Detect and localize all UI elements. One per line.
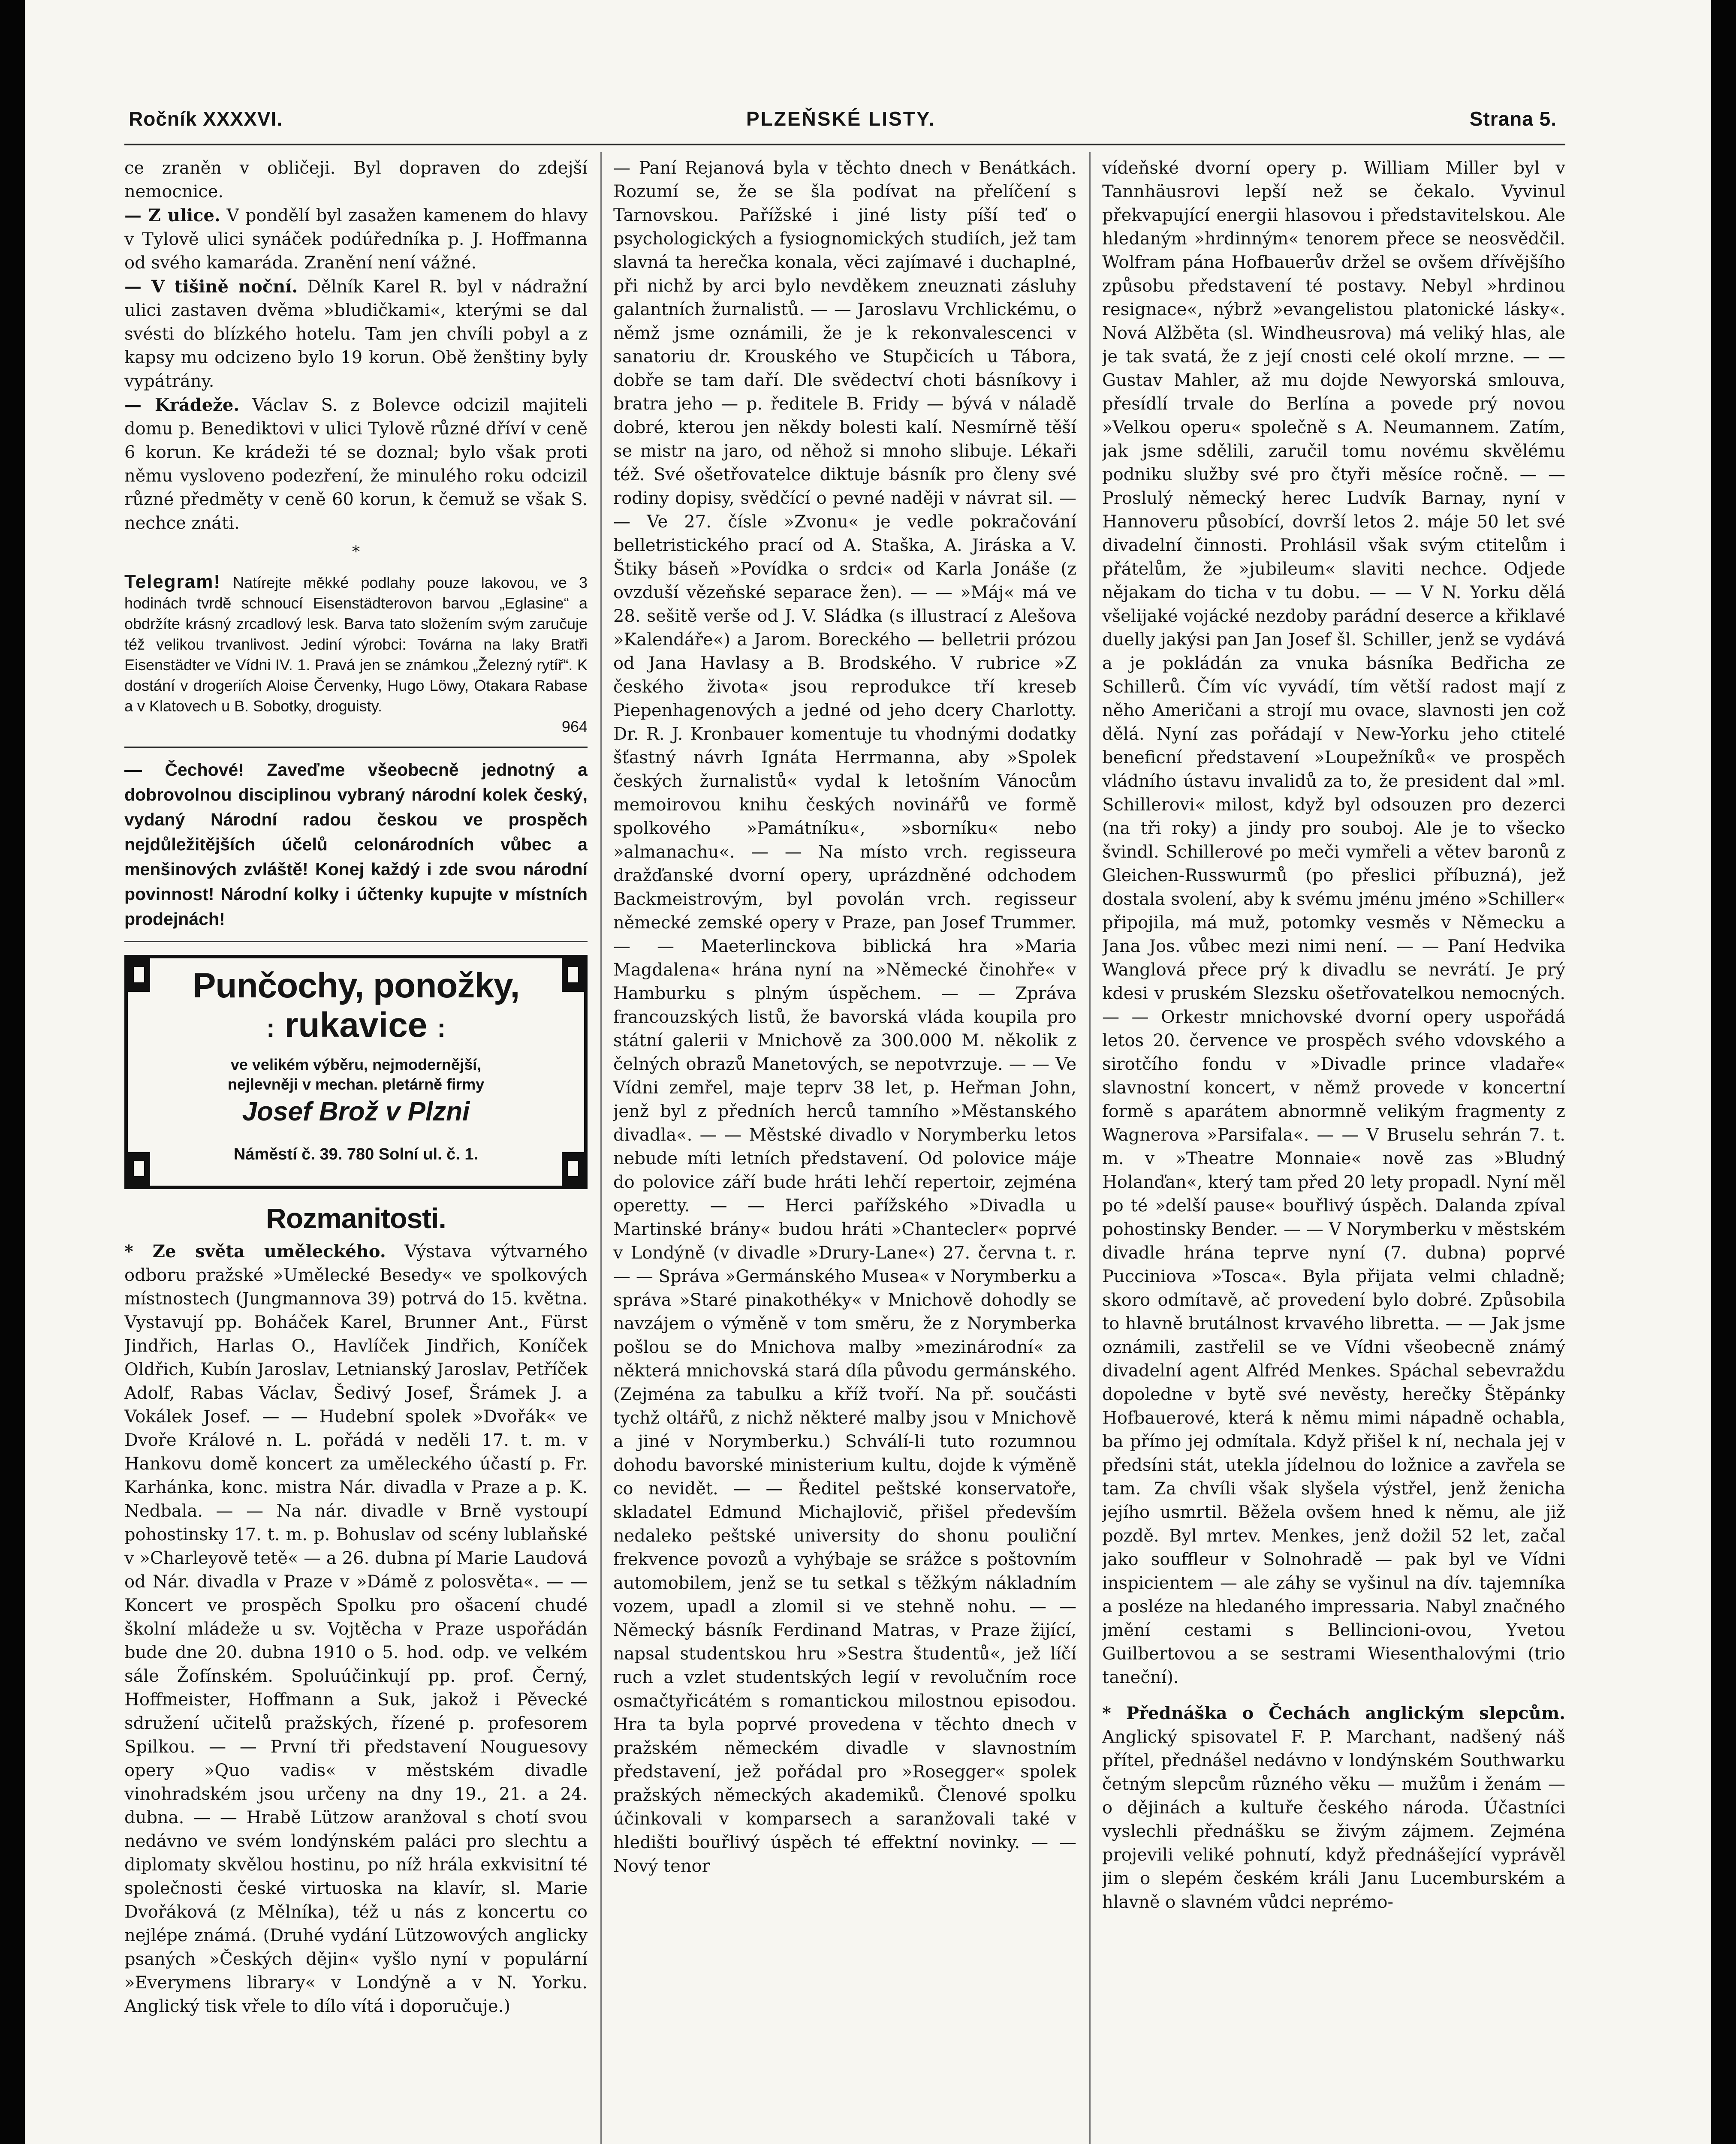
news-item-title: — Krádeže. bbox=[124, 395, 240, 415]
ornament-corner bbox=[562, 1152, 584, 1186]
hosiery-advert bbox=[124, 955, 588, 1189]
advert-colon: : bbox=[437, 1014, 446, 1042]
page-number: Strana 5. bbox=[1469, 108, 1557, 130]
advert-description bbox=[158, 1055, 554, 1094]
ornament-corner bbox=[562, 958, 584, 992]
section-title: Rozmanitosti. bbox=[266, 1202, 446, 1234]
scan-border-right bbox=[1711, 0, 1736, 2144]
page-header bbox=[124, 103, 1565, 137]
column-2-text: — Paní Rejanová byla v těchto dnech v Benátkách. Rozumí se, že se šla podívat na přelíčení s Tarnovskou. Pařížské i jiné listy píší teď o psychologických a fysiognomických studiích, jež tam slavná ta herečka konala, věci zajímavé i duchaplné, při nichž by arci bylo nevděkem zneuznati zásluhy galantních žurnalistů. — — Jaroslavu Vrchlickému, o němž jsme oznámili, že je k rekonvalescenci v sanatoriu dr. Krouského ve Stupčicích u Tábora, dobře se tam daří. Dle svědectví choti básníkovy i bratra jeho — p. ředitele B. Fridy — bývá v náladě dobré, kterou jen někdy bolesti kalí. Nesmírně těší se mistr na jaro, od něhož si mnoho slibuje. Lékaři též. Své ošetřovatelce diktuje básník pro členy své rodiny dopisy, svědčící o pevné naději v návrat sil. — — Ve 27. čísle »Zvonu« je vedle pokračování belletristického prací od A. Staška, A. Jiráska a V. Štiky báseň »Povídka o srdci« od Karla Jonáše (z ovzduší vězeňské separace žen). — — »Máj« má ve 28. sešitě verše od J. V. Sládka (s illustrací z Alešova »Kalendáře«) a Jarom. Boreckého — belletrii prózou od Jana Havlasy a B. Brodského. V rubrice »Z českého života« jsou reprodukce tří kreseb Piepenhagenových a jedné od jeho dcery Charlotty. Dr. R. J. Kronbauer komentuje tu vhodnými dodatky šťastný návrh Ignáta Herrmanna, aby »Spolek českých žurnalistů« vydal k letošním Vánocům memoirovou knihu českých novinářů ve formě spolkového »Památníku«, »sborníku« nebo »almanachu«. — — Na místo vrch. regisseura dražďanské dvorní opery, uprázdněné odchodem Backmeistrovým, byl povolán vrch. regisseur německé zemské opery v Praze, pan Josef Trummer. — — Maeterlinckova biblická hra »Maria Magdalena« hrána nyní na »Německé činohře« v Hamburku s plným úspěchem. — — Zpráva francouzských listů, že bavorská vláda koupila pro státní galerii v Mnichově za 300.000 M. několik z čelných obrazů Manetových, se nepotvrzuje. — — Ve Vídni zemřel, maje teprv 38 let, p. Heřman John, jenž byl z předních herců tamního »Městanského divadla«. — — Městské divadlo v Norymberku letos nebude míti letních představení. Od polovice máje do polovice září bude hráti lehčí repertoir, zejména operetty. — — Herci pařížského »Divadla u Martinské brány« budou hráti »Chantecler« poprvé v Londýně (v divadle »Drury-Lane«) 27. června t. r. — — Správa »Germánského Musea« v Norymberku a správa »Staré pinakothéky« v Mnichově dohodly se navzájem o výměně v tom směru, že z Norymberka pošlou se do Mnichova malby »mezinárodní« za některá mnichovská stará díla původu germánského. (Zejména za tabulku a kříž tvoří. Na př. součásti tychž oltářů, z nichž některé malby jsou v Mnichově a jiné v Norymberku.) Schválí-li tuto rozumnou dohodu bavorské ministerium kultu, dojde k výměně co nevidět. — — Ředitel peštské konservatoře, skladatel Edmund Michajlovič, přišel především nedaleko peštské university do shonu pouliční frekvence povozů a vyhýbaje se srážce s poštovním automobilem, jenž se tu setkal s těžkým nákladním vozem, upadl a zlomil si ve stehně nohu. — — Německý básník Ferdinand Matras, v Praze žijící, napsal studentskou hru »Sestra študentů«, jež líčí ruch a vzlet studentských legií v revolučním roce osmačtyřicátém s romantickou milostnou episodou. Hra ta byla poprvé provedena v těchto dnech v pražském německém divadle v slavnostním představení, jež pořádal pro »Rosegger« spolek pražských německých akademiků. Členové spolku účinkovali v komparsech a saranžovali také v hledišti bouřlivý úspěch té effektní novinky. — — Nový tenor bbox=[613, 158, 1076, 1876]
scan-border-left bbox=[0, 0, 25, 2144]
separator-star: * bbox=[352, 543, 360, 561]
header-rule bbox=[124, 144, 1565, 145]
volume-label: Ročník XXXXVI. bbox=[129, 108, 283, 130]
news-item-text: V pondělí byl zasažen kamenem do hlavy v Tylově ulici synáček podúředníka p. J. Hoffmanna od svého kamaráda. Zranění není vážné. bbox=[124, 206, 588, 273]
telegram-number: 964 bbox=[561, 718, 588, 735]
column-3-text: vídeňské dvorní opery p. William Miller byl v Tannhäusrovi lepší než se čekalo. Vyvinul překvapující energii hlasovou i představitelskou. Ale hledaným »hrdinným« tenorem přece se neosvědčil. Wolfram pána Hofbauerův držel se ovšem dřívějšího způsobu představení té postavy. Nebyl »hrdinou resignace«, nýbrž »evangelistou platonické lásky«. Nová Alžběta (sl. Windheusrova) má veliký hlas, ale je tak svatá, že z její cnosti celé okolí mrzne. — — Gustav Mahler, až mu dojde Newyorská smlouva, přesídlí trvale do Berlína a povede prý novou »Velkou operu« společně s A. Neumannem. Zatím, jak jsme sdělili, zaručil tomu novému skvělému podniku služby své pro čtyři měsíce ročně. — — Proslulý německý herec Ludvík Barnay, nyní v Hannoveru působící, dovrší letos 2. máje 50 let své divadelní činnosti. Prohlásil však svým ctitelům i přátelům, že »jubileum« slaviti nechce. Odjede nějakam do ticha v tu dobu. — — V N. Yorku dělá všelijaké vojácké nezdoby parádní deserce a křiklavé duelly jakýsi pan Jan Josef šl. Schiller, jenž se vydává a je pokládán za vnuka básníka Bedřicha ze Schillerů. Čím víc vyvádí, tím větší radost mají z něho Američani a strojí mu ovace, slavnosti jen což dělá. Nyní zas pořádají v New-Yorku jeho ctitelé beneficní představení »Loupežníků« ve prospěch vládního ústavu invalidů za to, že president dal »ml. Schillerovi« milost, když byl odsouzen pro dezerci (na tři roky) a jindy pro souboj. Ale je to všecko švindl. Schillerové po meči vymřeli a větev baronů z Gleichen-Russwurmů (po přeslici příbuzná), jež dostala svolení, aby k svému jménu jméno »Schiller« připojila, má muž, potomky vesměs v Německu a Jana Jos. vůbec mezi nimi není. — — Paní Hedvika Wanglová přece prý k divadlu se nevrátí. Je prý kdesi v pruském Slezsku ošetřovatelkou nemocných. — — Orkestr mnichovské dvorní opery uspořádá letos 20. července ve prospěch svého vdovského a sirotčího fondu v »Divadle prince vladaře« slavnostní koncert, v němž provede v koncertní formě s aparátem abnormně velikým fragmenty z Wagnerova »Parsifala«. — — V Bruselu sehrán 7. t. m. v »Theatre Monnaie« nově zas »Bludný Holanďan«, který tam před 20 lety propadl. Nyní měl po té »delší pause« bouřlivý úspěch. Dalanda zpíval pohostinsky Bender. — — V Norymberku v městském divadle hrána teprve nyní (7. dubna) poprvé Pucciniova »Tosca«. Byla přijata velmi chladně; skoro odmítavě, ač provedení bylo dobré. Způsobila to hlavně brutálnost krvavého libretta. — — Jak jsme oznámili, zastřelil se ve Vídni všeobecně známý divadelní agent Alfréd Menkes. Spáchal sebevraždu dopoledne v bytě své nevěsty, herečky Štěpánky Hofbauerové, která k němu mimi nápadně ochabla, ba přímo jej odmítala. Když přišel k ní, nechala jej v předsíni stát, utekla jídelnou do ložnice a zavřela se tam. Za chvíli však slyšela výstřel, jenž ženicha jejího usmrtil. Běžela ovšem hned k němu, ale již pozdě. Byl mrtev. Menkes, jenž dožil 52 let, začal jako souffleur v Solnohradě — pak byl ve Vídni inspicientem — ale záhy se vyšinul na dív. tajemníka a posléze na hledaného impressaria. Nabyl značného jmění cestami s Bellincioni-ovou, Yvetou Guilbertovou a se sestrami Wiesenthalovými (trio taneční). bbox=[1102, 158, 1565, 1687]
newspaper-page bbox=[124, 103, 1565, 2144]
news-item-title: — V tišině noční. bbox=[124, 277, 298, 297]
news-item-kradeze bbox=[124, 393, 588, 535]
divider bbox=[124, 747, 588, 748]
column-divider-2 bbox=[1089, 152, 1091, 2144]
art-news-title: * Ze světa uměleckého. bbox=[124, 1241, 386, 1262]
column-1 bbox=[124, 157, 588, 2144]
divider bbox=[124, 941, 588, 942]
ornament-corner bbox=[128, 1152, 150, 1186]
telegram-title: Telegram! bbox=[124, 571, 221, 592]
news-item-text: Dělník Karel R. byl v nádražní ulici zastaven dvěma »bludičkami«, kterými se dal svésti do blízkého hotelu. Tam jen chvíli pobyl a z kapsy mu odcizeno bylo 19 korun. Obě ženštiny byly vypátrány. bbox=[124, 277, 588, 391]
advert-colon: : bbox=[266, 1014, 275, 1042]
advert-subheadline bbox=[158, 1006, 554, 1048]
intro-text: ce zraněn v obličeji. Byl dopraven do zdejší nemocnice. bbox=[124, 158, 588, 202]
news-item-title: — Z ulice. bbox=[124, 205, 220, 226]
lecture-article bbox=[1102, 1701, 1565, 1914]
telegram-advert bbox=[124, 572, 588, 737]
column-3 bbox=[1102, 157, 1565, 2144]
newspaper-title: PLZEŇSKÉ LISTY. bbox=[746, 108, 936, 130]
national-appeal: — Čechové! Zaveďme všeobecně jednotný a dobrovolnou disciplinou vybraný národní kolek český, vydaný Národní radou českou ve prospěch nejdůležitějších účelů celonárodních vůbec a menšinových zvláště! Konej každý i zde svou národní povinnost! Národní kolky i účtenky kupujte v místních prodejnách! bbox=[124, 760, 588, 929]
advert-description-line: ve velikém výběru, nejmodernější, bbox=[230, 1056, 482, 1073]
column-divider-1 bbox=[600, 152, 602, 2144]
telegram-text: Natírejte měkké podlahy pouze lakovou, ve 3 hodinách tvrdě schnoucí Eisenstädterovon barvou „Eglasine“ a obdržíte krásný zrcadlový lesk. Barva tato složením svým zaručuje též velikou trvanlivost. Jediní výrobci: Továrna na laky Bratři Eisenstädter ve Vídni IV. 1. Pravá jen se známkou „Železný rytíř“. K dostání v drogeriích Aloise Červenky, Hugo Löwy, Otakara Rabase a v Klatovech u B. Sobotky, droguisty. bbox=[124, 574, 588, 715]
advert-company: Josef Brož v Plzni bbox=[242, 1097, 470, 1126]
art-news bbox=[124, 1240, 588, 2018]
lecture-text: Anglický spisovatel F. P. Marchant, nadšený náš přítel, přednášel nedávno v londýnském Southwarku četným slepcům různého věku — mužům i ženám — o dějinách a kultuře českého národa. Účastníci vyslechli přednášku se živým zájmem. Zejména projevili veliké pohnutí, když přednášející vyprávěl jim o slepém českém králi Janu Lucemburském a hlavně o slavném vůdci neprémo- bbox=[1102, 1727, 1565, 1912]
news-item-ulice bbox=[124, 204, 588, 275]
advert-address: Náměstí č. 39. 780 Solní ul. č. 1. bbox=[233, 1145, 479, 1163]
column-2 bbox=[613, 157, 1076, 2144]
art-news-text: Výstava výtvarného odboru pražské »Umělecké Besedy« ve spolkových místnostech (Jungmannova 39) potrvá do 15. května. Vystavují pp. Boháček Karel, Brunner Ant., Fürst Jindřich, Harlas O., Havlíček Jindřich, Koníček Oldřich, Kubín Jaroslav, Letnianský Jaroslav, Petříček Adolf, Rabas Václav, Šedivý Josef, Šrámek J. a Vokálek Josef. — — Hudební spolek »Dvořák« ve Dvoře Králové n. L. pořádá v neděli 17. t. m. v Hankovu domě koncert za uměleckého účastí p. Fr. Karhánka, konc. mistra Nár. divadla v Praze a p. K. Nedbala. — — Na nár. divadle v Brně vystoupí pohostinsky 17. t. m. p. Bohuslav od scény lublaňské v »Charleyově tetě« — a 26. dubna pí Marie Laudová od Nár. divadla v Praze v »Dámě z polosvěta«. — — Koncert ve prospěch Spolku pro ošacení chudé školní mládeže u sv. Vojtěcha v Praze uspořádán bude dne 20. dubna 1910 o 5. hod. odp. ve velkém sále Žofínském. Spoluúčinkují pp. prof. Černý, Hoffmeister, Hoffmann a Suk, jakož i Pěvecké sdružení učitelů pražských, řízené p. profesorem Spilkou. — — První tři představení Nouguesovy opery »Quo vadis« v městském divadle vinohradském jsou určeny na dny 19., 21. a 24. dubna. — — Hrabě Lützow aranžoval s chotí svou nedávno ve svém londýnském paláci pro slechtu a diplomaty skvělou hostinu, po níž hrála exkvisitní té společnosti české virtuoska na klavír, sl. Marie Dvořáková (z Mělníka), též u nás z koncertu co nejlépe známá. (Druhé vydání Lützowových anglicky psaných »Českých dějin« vyšlo nyní v populární »Everymens library« v Londýně a v N. Yorku. Anglický tisk vřele to dílo vítá i doporučuje.) bbox=[124, 1242, 588, 2016]
advert-description-line: nejlevněji v mechan. pletárně firmy bbox=[227, 1075, 485, 1093]
news-item-tisine bbox=[124, 275, 588, 393]
advert-headline: Punčochy, ponožky, bbox=[192, 966, 520, 1005]
news-item-text: Václav S. z Bolevce odcizil majiteli domu p. Benediktovi v ulici Tylově různé dříví v ceně 6 korun. Ke krádeži té se doznal; bylo však proti němu vysloveno podezření, že minulého roku odcizil různé předměty v ceně 60 korun, k čemuž se však S. nechce znáti. bbox=[124, 395, 588, 533]
ornament-corner bbox=[128, 958, 150, 992]
advert-product: rukavice bbox=[284, 1006, 428, 1045]
lecture-title: * Přednáška o Čechách anglickým slepcům. bbox=[1102, 1703, 1565, 1723]
